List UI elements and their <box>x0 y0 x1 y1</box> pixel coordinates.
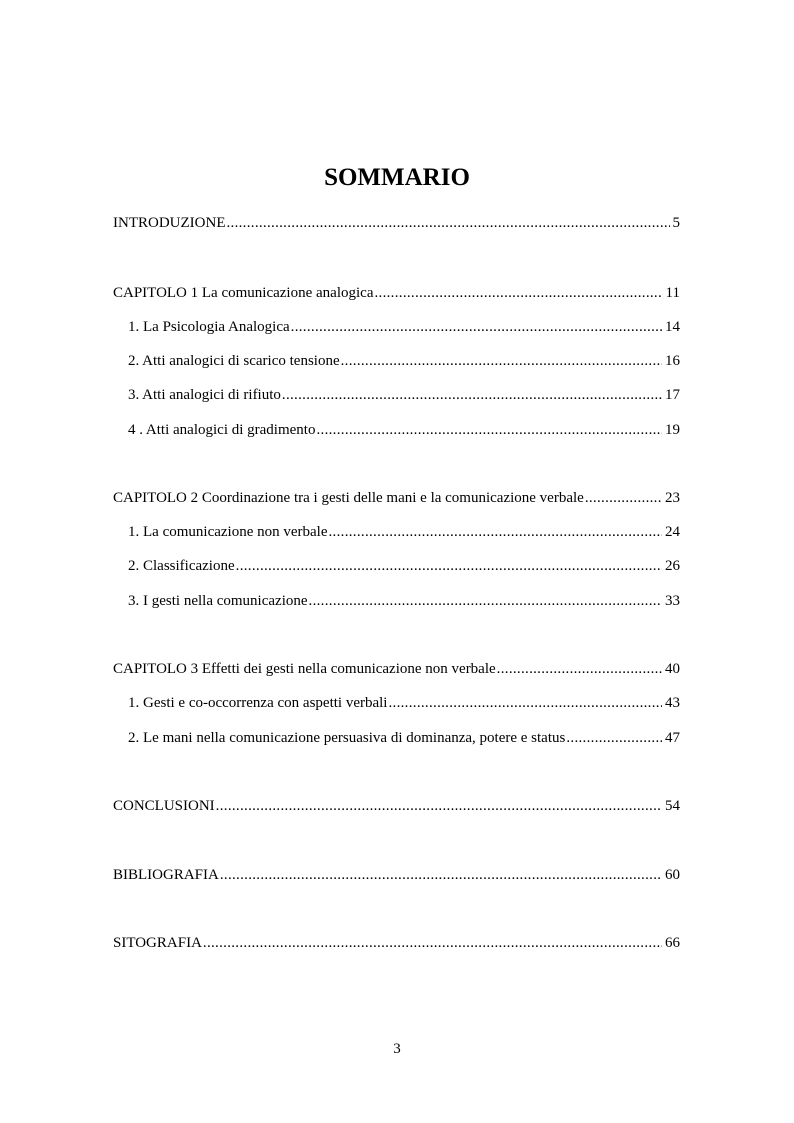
toc-entry-label: CAPITOLO 2 Coordinazione tra i gesti delle mani e la comunicazione verbale <box>113 490 584 506</box>
toc-entry-label: CAPITOLO 3 Effetti dei gesti nella comunicazione non verbale <box>113 661 496 677</box>
toc-entry-page: 24 <box>665 524 680 540</box>
toc-entry-page: 66 <box>665 935 680 951</box>
toc-entry-label: 1. La Psicologia Analogica <box>128 319 290 335</box>
toc-leader-dots <box>291 315 662 339</box>
toc-entry-label: 3. I gesti nella comunicazione <box>128 593 308 609</box>
toc-entry-2-1[interactable] <box>128 520 680 544</box>
toc-entry-3-2[interactable] <box>128 726 680 750</box>
toc-leader-dots <box>236 554 662 578</box>
toc-entry-2-2[interactable] <box>128 554 680 578</box>
toc-entry-label: INTRODUZIONE <box>113 215 226 231</box>
toc-entry-bibliografia[interactable] <box>113 863 680 887</box>
toc-entry-page: 16 <box>665 353 680 369</box>
toc-leader-dots <box>309 589 662 613</box>
toc-leader-dots <box>329 520 663 544</box>
toc-entry-label: 4 . Atti analogici di gradimento <box>128 422 316 438</box>
toc-entry-capitolo-2[interactable] <box>113 486 680 510</box>
toc-entry-page: 19 <box>665 422 680 438</box>
toc-leader-dots <box>374 281 662 305</box>
toc-leader-dots <box>316 418 662 442</box>
toc-entry-page: 17 <box>665 387 680 403</box>
toc-entry-conclusioni[interactable] <box>113 794 680 818</box>
toc-entry-page: 26 <box>665 558 680 574</box>
toc-entry-page: 23 <box>665 490 680 506</box>
page-number: 3 <box>393 1041 401 1057</box>
toc-entry-page: 43 <box>665 695 680 711</box>
toc-leader-dots <box>203 931 662 955</box>
toc-entry-label: 2. Le mani nella comunicazione persuasiva di dominanza, potere e status <box>128 730 566 746</box>
toc-entry-capitolo-1[interactable] <box>113 281 680 305</box>
toc-entry-1-4[interactable] <box>128 418 680 442</box>
toc-entry-page: 33 <box>665 593 680 609</box>
toc-entry-page: 60 <box>665 867 680 883</box>
toc-entry-label: SITOGRAFIA <box>113 935 202 951</box>
toc-leader-dots <box>566 726 662 750</box>
toc-leader-dots <box>216 794 662 818</box>
toc-entry-page: 5 <box>672 215 680 231</box>
toc-entry-3-1[interactable] <box>128 691 680 715</box>
toc-entry-label: 2. Atti analogici di scarico tensione <box>128 353 340 369</box>
toc-leader-dots <box>341 349 662 373</box>
toc-entry-sitografia[interactable] <box>113 931 680 955</box>
toc-entry-1-1[interactable] <box>128 315 680 339</box>
toc-entry-page: 11 <box>665 285 680 301</box>
toc-entry-page: 14 <box>665 319 680 335</box>
toc-entry-page: 54 <box>665 798 680 814</box>
toc-entry-label: BIBLIOGRAFIA <box>113 867 219 883</box>
toc-leader-dots <box>497 657 662 681</box>
toc-entry-1-2[interactable] <box>128 349 680 373</box>
toc-entry-label: 1. La comunicazione non verbale <box>128 524 328 540</box>
toc-leader-dots <box>220 863 662 887</box>
toc-entry-label: 2. Classificazione <box>128 558 235 574</box>
toc-entry-1-3[interactable] <box>128 383 680 407</box>
toc-leader-dots <box>282 383 662 407</box>
toc-entry-label: 3. Atti analogici di rifiuto <box>128 387 281 403</box>
toc-entry-label: CONCLUSIONI <box>113 798 215 814</box>
toc-entry-introduzione[interactable] <box>113 211 680 235</box>
toc-entry-page: 47 <box>665 730 680 746</box>
toc-leader-dots <box>226 211 669 235</box>
toc-entry-page: 40 <box>665 661 680 677</box>
toc-leader-dots <box>585 486 662 510</box>
toc-entry-2-3[interactable] <box>128 589 680 613</box>
toc-entry-label: 1. Gesti e co-occorrenza con aspetti verbali <box>128 695 388 711</box>
toc-leader-dots <box>388 691 662 715</box>
toc-entry-capitolo-3[interactable] <box>113 657 680 681</box>
page-title: SOMMARIO <box>324 164 470 191</box>
toc-entry-label: CAPITOLO 1 La comunicazione analogica <box>113 285 374 301</box>
